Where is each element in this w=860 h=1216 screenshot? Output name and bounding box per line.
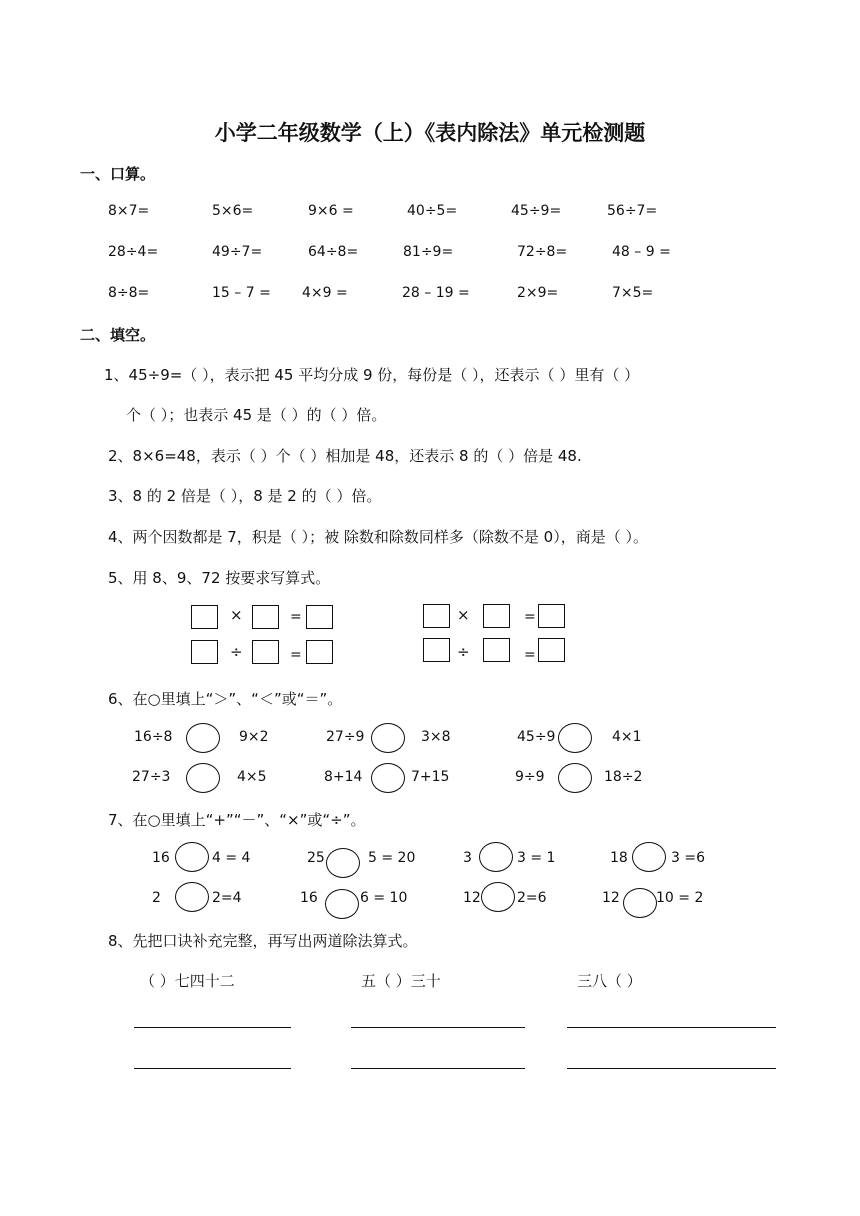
operator-circle[interactable] [481,882,515,912]
multiply-sign: × [230,606,243,624]
operator-circle[interactable] [175,882,209,912]
question-7: 7、在○里填上“+”“－”、“×”或“÷”。 [108,811,366,829]
answer-box[interactable] [191,605,218,629]
divide-sign: ÷ [457,643,470,661]
question-2: 2、8×6=48，表示（ ）个（ ）相加是 48，还表示 8 的（ ）倍是 48. [108,447,582,465]
question-8: 8、先把口诀补充完整，再写出两道除法算式。 [108,932,418,950]
question-1-line-2: 个（ ）；也表示 45 是（ ）的（ ）倍。 [126,406,387,424]
equals-sign: = [524,647,536,663]
operator-left: 3 [463,850,472,866]
compare-left: 9÷9 [515,769,545,785]
mnemonic-prompt: 三八（ ） [577,972,642,990]
compare-circle[interactable] [558,723,592,753]
compare-left: 16÷8 [134,729,173,745]
operator-left: 2 [152,890,161,906]
answer-line[interactable] [134,1027,291,1028]
answer-box[interactable] [423,638,450,662]
question-6: 6、在○里填上“＞”、“＜”或“＝”。 [108,690,343,708]
oral-calc-item: 49÷7= [212,244,263,260]
section-heading-2: 二、填空。 [80,326,156,344]
operator-right: 2=6 [517,890,547,906]
answer-line[interactable] [351,1068,525,1069]
oral-calc-item: 9×6 = [308,203,354,219]
mnemonic-prompt: 五（ ）三十 [361,972,441,990]
answer-box[interactable] [483,604,510,628]
equals-sign: = [290,609,302,625]
equals-sign: = [290,647,302,663]
oral-calc-item: 4×9 = [302,285,348,301]
compare-circle[interactable] [371,763,405,793]
question-5: 5、用 8、9、72 按要求写算式。 [108,569,331,587]
operator-right: 4 = 4 [212,850,251,866]
operator-left: 12 [463,890,481,906]
compare-circle[interactable] [186,723,220,753]
multiply-sign: × [457,606,470,624]
equals-sign: = [524,609,536,625]
compare-circle[interactable] [371,723,405,753]
compare-left: 27÷9 [326,729,365,745]
oral-calc-item: 28÷4= [108,244,159,260]
oral-calc-item: 56÷7= [607,203,658,219]
compare-circle[interactable] [186,763,220,793]
oral-calc-item: 64÷8= [308,244,359,260]
answer-box[interactable] [306,640,333,664]
divide-sign: ÷ [230,643,243,661]
compare-right: 18÷2 [604,769,643,785]
operator-left: 25 [307,850,325,866]
operator-left: 12 [602,890,620,906]
compare-right: 9×2 [239,729,269,745]
answer-line[interactable] [567,1027,776,1028]
answer-box[interactable] [252,640,279,664]
question-3: 3、8 的 2 倍是（ ），8 是 2 的（ ）倍。 [108,487,382,505]
oral-calc-item: 5×6= [212,203,254,219]
section-heading-1: 一、口算。 [80,165,156,183]
question-4: 4、两个因数都是 7，积是（ ）；被 除数和除数同样多（除数不是 0），商是（ ）。 [108,528,648,546]
page-title: 小学二年级数学（上）《表内除法》单元检测题 [214,121,646,145]
compare-right: 4×5 [237,769,267,785]
operator-circle[interactable] [325,889,359,919]
answer-box[interactable] [306,605,333,629]
compare-left: 8+14 [324,769,363,785]
operator-circle[interactable] [632,842,666,872]
operator-right: 6 = 10 [360,890,408,906]
answer-box[interactable] [252,605,279,629]
question-1-line-1: 1、45÷9=（ ），表示把 45 平均分成 9 份，每份是（ ），还表示（ ）里有（ ） [104,366,640,384]
oral-calc-item: 81÷9= [403,244,454,260]
compare-right: 3×8 [421,729,451,745]
operator-left: 16 [152,850,170,866]
oral-calc-item: 8÷8= [108,285,150,301]
operator-right: 10 = 2 [656,890,704,906]
oral-calc-item: 48 – 9 = [612,244,671,260]
mnemonic-prompt: （ ）七四十二 [140,972,235,990]
operator-right: 3 = 1 [517,850,556,866]
operator-right: 2=4 [212,890,242,906]
operator-left: 16 [300,890,318,906]
answer-box[interactable] [423,604,450,628]
answer-box[interactable] [538,604,565,628]
oral-calc-item: 72÷8= [517,244,568,260]
answer-box[interactable] [538,638,565,662]
answer-line[interactable] [134,1068,291,1069]
compare-left: 45÷9 [517,729,556,745]
answer-box[interactable] [191,640,218,664]
operator-right: 3 =6 [671,850,705,866]
answer-box[interactable] [483,638,510,662]
compare-right: 7+15 [411,769,450,785]
operator-right: 5 = 20 [368,850,416,866]
compare-circle[interactable] [558,763,592,793]
operator-circle[interactable] [175,842,209,872]
compare-right: 4×1 [612,729,642,745]
oral-calc-item: 2×9= [517,285,559,301]
operator-left: 18 [610,850,628,866]
answer-line[interactable] [567,1068,776,1069]
oral-calc-item: 8×7= [108,203,150,219]
operator-circle[interactable] [623,888,657,918]
oral-calc-item: 28 – 19 = [402,285,470,301]
oral-calc-item: 40÷5= [407,203,458,219]
operator-circle[interactable] [479,842,513,872]
answer-line[interactable] [351,1027,525,1028]
oral-calc-item: 7×5= [612,285,654,301]
oral-calc-item: 45÷9= [511,203,562,219]
compare-left: 27÷3 [132,769,171,785]
operator-circle[interactable] [326,848,360,878]
oral-calc-item: 15 – 7 = [212,285,271,301]
